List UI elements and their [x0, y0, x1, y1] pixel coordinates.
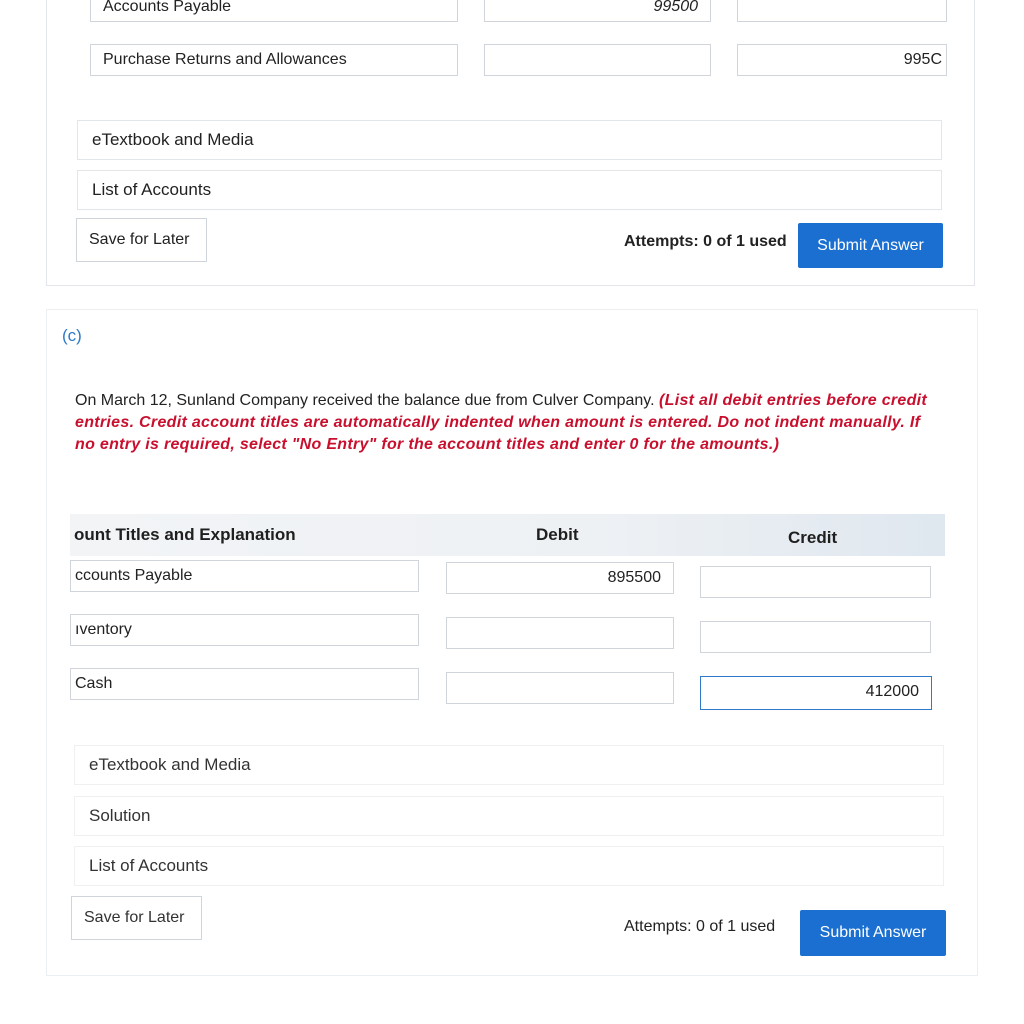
- solution-label: Solution: [89, 806, 151, 825]
- debit-input-1[interactable]: 99500: [484, 0, 711, 22]
- list-of-accounts-label-c: List of Accounts: [89, 856, 209, 875]
- credit-input-1[interactable]: [737, 0, 947, 22]
- list-of-accounts-link-c[interactable]: [74, 846, 944, 886]
- part-label: (c): [62, 326, 82, 345]
- journal-debit-input-3[interactable]: [446, 672, 674, 704]
- credit-input-2[interactable]: 995C: [737, 44, 947, 76]
- save-for-later-button[interactable]: Save for Later: [76, 218, 207, 262]
- etextbook-label-c: eTextbook and Media: [89, 755, 251, 774]
- debit-input-2[interactable]: [484, 44, 711, 76]
- attempts-counter: Attempts: 0 of 1 used: [624, 233, 787, 250]
- question-text: [75, 390, 945, 456]
- header-debit: Debit: [536, 525, 579, 544]
- journal-debit-input-2[interactable]: [446, 617, 674, 649]
- attempts-counter-c: Attempts: 0 of 1 used: [624, 918, 776, 935]
- header-account-titles: ount Titles and Explanation: [74, 525, 296, 544]
- etextbook-media-link-c[interactable]: [74, 745, 944, 785]
- question-instructions: (List all debit entries before credit entries. Credit account titles are automatically indented when amount is entered. Do not indent manually. If no entry is required, select "No Entry" for the account titles and enter 0 for the amounts.): [75, 392, 928, 453]
- list-of-accounts-link[interactable]: [77, 170, 942, 210]
- save-for-later-button-c[interactable]: Save for Later: [71, 896, 202, 940]
- journal-account-input-2[interactable]: ıventory: [70, 614, 419, 646]
- question-body: On March 12, Sunland Company received the balance due from Culver Company.: [75, 392, 655, 409]
- solution-link[interactable]: [74, 796, 944, 836]
- etextbook-label: eTextbook and Media: [92, 130, 254, 149]
- journal-account-input-3[interactable]: Cash: [70, 668, 419, 700]
- journal-account-input-1[interactable]: ccounts Payable: [70, 560, 419, 592]
- account-title-input-1[interactable]: Accounts Payable: [90, 0, 458, 22]
- account-title-input-2[interactable]: Purchase Returns and Allowances: [90, 44, 458, 76]
- journal-debit-input-1[interactable]: 895500: [446, 562, 674, 594]
- journal-credit-input-2[interactable]: [700, 621, 931, 653]
- journal-credit-input-3[interactable]: 412000: [700, 676, 932, 710]
- etextbook-media-link[interactable]: [77, 120, 942, 160]
- header-credit: Credit: [788, 528, 838, 547]
- journal-table-header: [70, 514, 945, 556]
- list-of-accounts-label: List of Accounts: [92, 180, 212, 199]
- journal-credit-input-1[interactable]: [700, 566, 931, 598]
- submit-answer-button[interactable]: Submit Answer: [798, 223, 943, 268]
- submit-answer-button-c[interactable]: Submit Answer: [800, 910, 946, 956]
